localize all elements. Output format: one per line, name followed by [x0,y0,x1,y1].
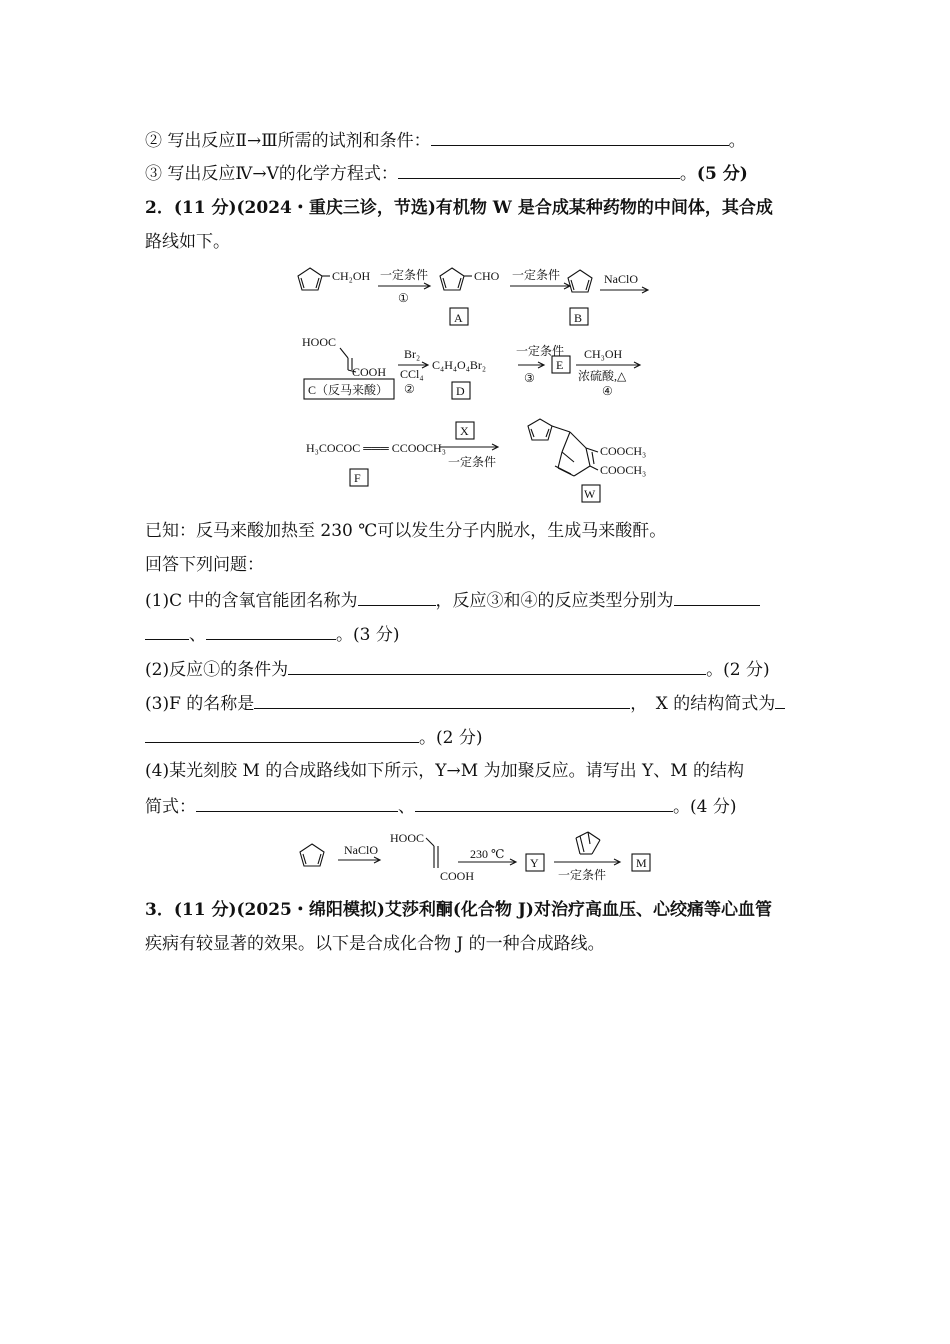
q2-header: 2．(11 分)(2024・重庆三诊，节选)有机物 W 是合成某种药物的中间体，其合成 [145,198,773,218]
svg-text:C（反马来酸）: C（反马来酸） [308,383,389,397]
svg-text:CH₃OH: CH₃OH [584,347,623,361]
q2-part3: (3)F 的名称是 ， X 的结构简式为 [145,690,785,716]
product-w-structure [528,419,598,476]
answer-blank[interactable] [288,656,706,675]
answer-blank[interactable] [674,587,760,606]
furan-ring-icon [300,844,324,866]
svg-text:②: ② [404,382,415,396]
svg-text:一定条件: 一定条件 [512,268,561,282]
svg-text:浓硫酸,△: 浓硫酸,△ [578,369,627,383]
svg-text:A: A [454,311,463,325]
answer-blank[interactable] [398,160,680,179]
answer-blank[interactable] [254,690,630,709]
svg-text:一定条件: 一定条件 [448,455,497,469]
svg-text:X: X [460,424,469,438]
svg-text:CHO: CHO [474,269,500,283]
svg-text:NaClO: NaClO [604,272,638,286]
furan-ring-icon [298,268,322,290]
q2-part4-cont: 简式： 、 。(4 分) [145,793,736,819]
furan-ring-icon [568,270,592,292]
answer-blank[interactable] [145,621,189,640]
svg-text:HOOC: HOOC [390,831,425,845]
svg-text:CCl₄: CCl₄ [400,367,424,381]
q1-item2: ② 写出反应Ⅱ→Ⅲ所需的试剂和条件： 。 [145,127,746,153]
svg-text:Y: Y [530,856,539,870]
q2-part1: (1)C 中的含氧官能团名称为 ，反应③和④的反应类型分别为 [145,587,760,613]
photoresist-scheme [292,826,662,888]
svg-text:COOCH₃: COOCH₃ [600,463,647,477]
answer-prompt: 回答下列问题： [145,555,264,575]
svg-text:COOCH₃: COOCH₃ [600,444,647,458]
answer-blank[interactable] [206,621,336,640]
svg-text:M: M [636,856,647,870]
svg-text:D: D [456,384,465,398]
svg-text:③: ③ [524,371,535,385]
svg-text:HOOC: HOOC [302,335,337,349]
q3-line1: 3．(11 分)(2025・绵阳模拟)艾莎利酮(化合物 J)对治疗高血压、心绞痛等心血管 [145,900,772,920]
furan-ring-icon [440,268,464,290]
q2-part3-cont: 。(2 分) [145,724,482,750]
q1-item3: ③ 写出反应Ⅳ→Ⅴ的化学方程式： 。(5 分) [145,160,748,186]
svg-text:一定条件: 一定条件 [380,268,429,282]
svg-text:CH₂OH: CH₂OH [332,269,371,283]
q2-part2: (2)反应①的条件为 。(2 分) [145,656,770,682]
answer-blank[interactable] [775,690,785,709]
synthesis-scheme [290,262,670,507]
svg-text:Br₂: Br₂ [404,347,421,361]
svg-text:COOH: COOH [352,365,387,379]
svg-text:①: ① [398,291,409,305]
svg-text:E: E [556,358,564,372]
svg-text:W: W [584,487,596,501]
svg-text:一定条件: 一定条件 [558,868,607,882]
q2-header-cont: 路线如下。 [145,232,230,252]
answer-blank[interactable] [415,793,673,812]
svg-text:B: B [574,311,583,325]
answer-blank[interactable] [196,793,398,812]
svg-text:C₄H₄O₄Br₂: C₄H₄O₄Br₂ [432,358,487,372]
svg-text:F: F [354,471,361,485]
q2-part4: (4)某光刻胶 M 的合成路线如下所示，Y→M 为加聚反应。请写出 Y、M 的结构 [145,761,745,781]
svg-text:④: ④ [602,384,613,398]
q2-part1-cont: 、 。(3 分) [145,621,399,647]
answer-blank[interactable] [145,724,419,743]
answer-blank[interactable] [431,127,729,146]
svg-text:COOH: COOH [440,869,475,883]
svg-text:230 ℃: 230 ℃ [470,847,505,861]
svg-text:H₃COCOC ═══ CCOOCH₃: H₃COCOC ═══ CCOOCH₃ [306,441,446,455]
svg-text:一定条件: 一定条件 [516,344,565,358]
known-info: 已知：反马来酸加热至 230 ℃可以发生分子内脱水，生成马来酸酐。 [145,521,667,541]
svg-text:NaClO: NaClO [344,843,378,857]
norbornene-icon [576,832,600,854]
q3-line2: 疾病有较显著的效果。以下是合成化合物 J 的一种合成路线。 [145,934,605,954]
answer-blank[interactable] [358,587,436,606]
